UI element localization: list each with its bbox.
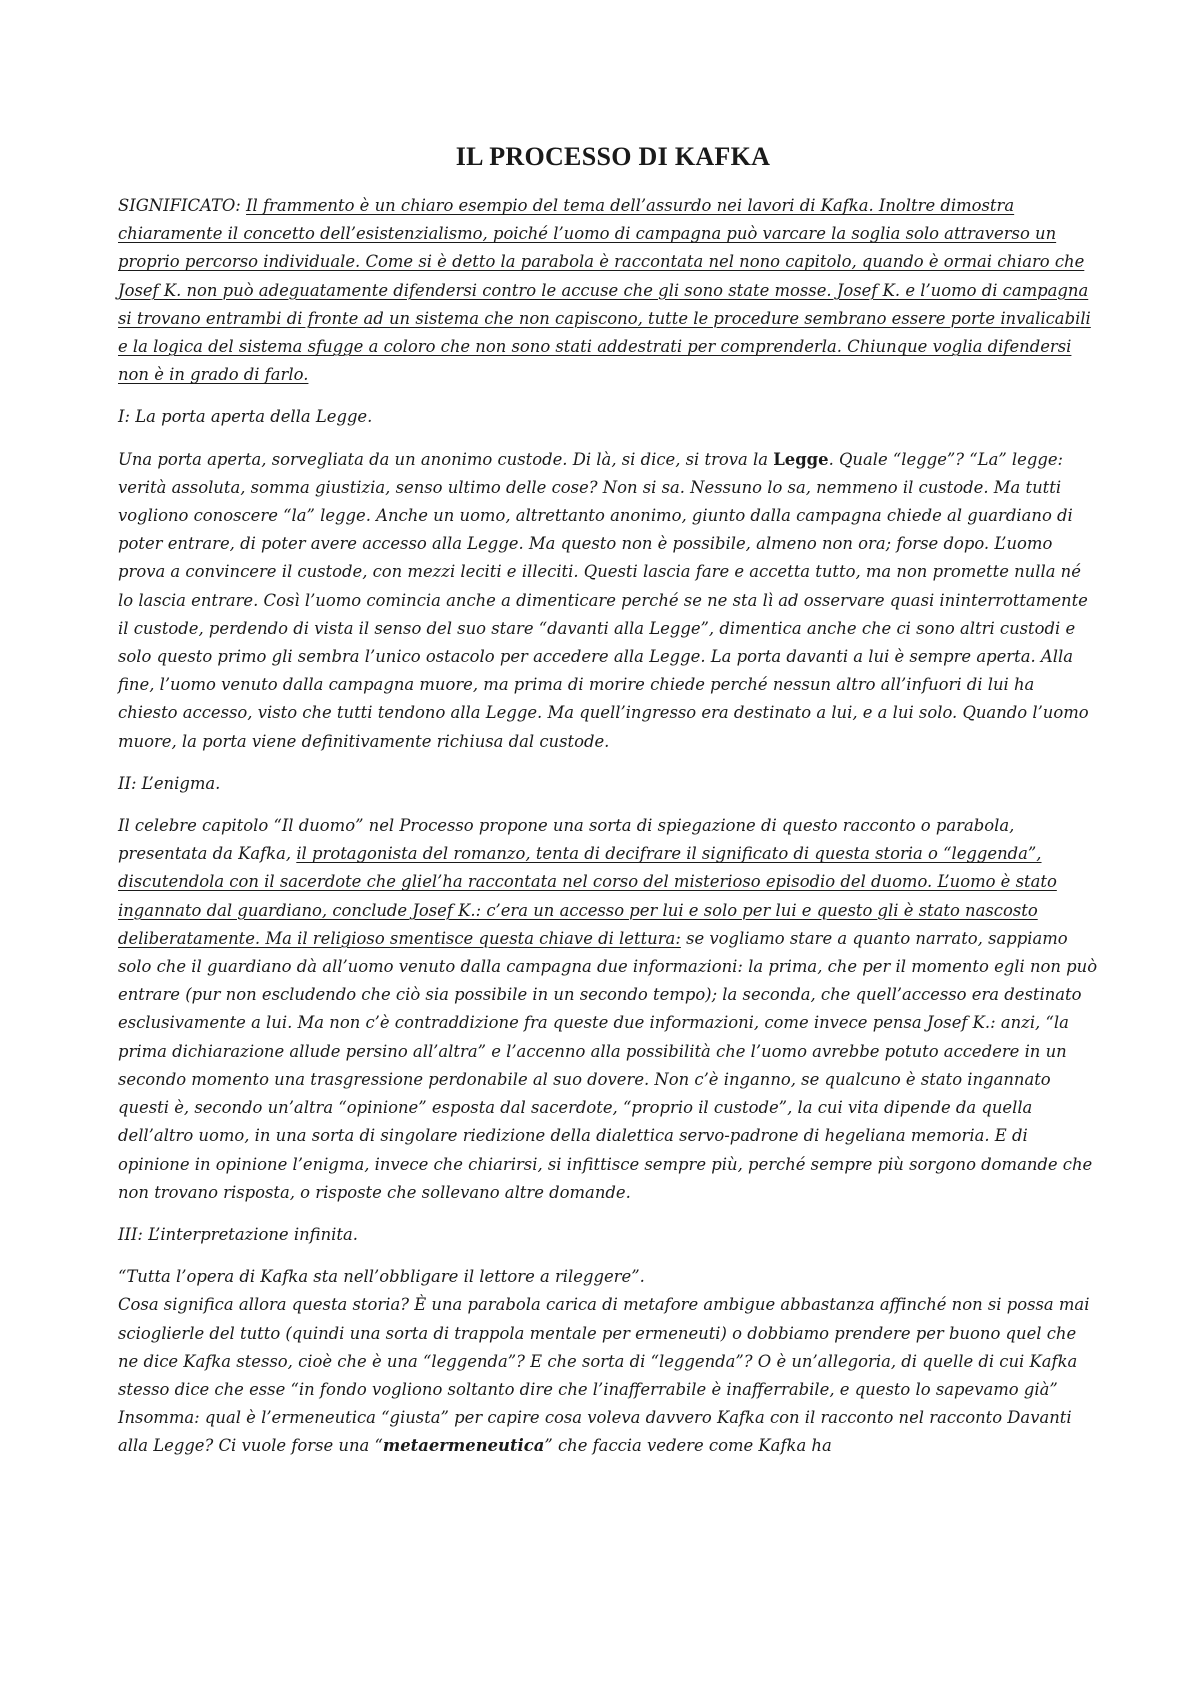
section3-quote-line: “Tutta l’opera di Kafka sta nell’obbligare il lettore a rileggere”. — [118, 1267, 645, 1287]
significato-text: Il frammento è un chiaro esempio del tema dell’assurdo nei lavori di Kafka. Inoltre dimostra chiaramente il concetto dell’esistenzialismo, poiché l’uomo di campagna può varcare la soglia solo attraverso un proprio percorso individuale. Come si è detto la parabola è raccontata nel nono capitolo, quando è ormai chiaro che Josef K. non può adeguatamente difendersi contro le accuse che gli sono state mosse. Josef K. e l’uomo di campagna si trovano entrambi di fronte ad un sistema che non capiscono, tutte le procedure sembrano essere porte invalicabili e la logica del sistema sfugge a coloro che non sono stati addestrati per comprenderla. Chiunque voglia difendersi non è in grado di farlo. — [118, 196, 1091, 385]
section2-paragraph — [118, 812, 1098, 1207]
section3-heading: III: L’interpretazione infinita. — [118, 1224, 358, 1244]
metaermeneutica-bold-word: metaermeneutica — [382, 1436, 545, 1456]
legge-bold-word: Legge — [773, 449, 829, 469]
document-page — [118, 142, 1098, 1475]
section1-text-start: Una porta aperta, sorvegliata da un anonimo custode. Di là, si dice, si trova la — [118, 449, 774, 469]
section3-paragraph — [118, 1263, 1098, 1460]
significato-label: SIGNIFICATO: — [118, 196, 247, 215]
section1-text-end: . Quale “legge”? “La” legge: verità assoluta, somma giustizia, senso ultimo delle cose? Non si sa. Nessuno lo sa, nemmeno il custode. Ma tutti vogliono conoscere “la” legge. Anche un uomo, altrettanto anonimo, giunto dalla campagna chiede al guardiano di poter entrare, di poter avere accesso alla Legge. Ma questo non è possibile, almeno non ora; forse dopo. L’uomo prova a convincere il custode, con mezzi leciti e illeciti. Questi lascia fare e accetta tutto, ma non promette nulla né lo lascia entrare. Così l’uomo comincia anche a dimenticare perché se ne sta lì ad osservare quasi ininterrottamente il custode, perdendo di vista il senso del suo stare “davanti alla Legge”, dimentica anche che ci sono altri custodi e solo questo primo gli sembra l’unico ostacolo per accedere alla Legge. La porta davanti a lui è sempre aperta. Alla fine, l’uomo venuto dalla campagna muore, ma prima di morire chiede perché nessun altro all’infuori di lui ha chiesto accesso, visto che tutti tendono alla Legge. Ma quell’ingresso era destinato a lui, e a lui solo. Quando l’uomo muore, la porta viene definitivamente richiusa dal custode. — [118, 449, 1089, 751]
section3-question-text: Cosa significa allora questa storia? È una parabola carica di metafore ambigue abbastanza affinché non si possa mai scioglierle del tutto (quindi una sorta di trappola mentale per ermeneuti) o dobbiamo prendere per buono quel che ne dice Kafka stesso, cioè che è una “leggenda”? E che sorta di “leggenda”? O è un’allegoria, di quelle di cui Kafka stesso dice che esse “in fondo vogliono soltanto dire che l’inafferrabile è inafferrabile, e questo lo sapevamo già” — [118, 1295, 1090, 1399]
document-title: IL PROCESSO DI KAFKA — [455, 142, 771, 171]
section1-paragraph — [118, 446, 1098, 756]
section3-closing-end: ” che faccia vedere come Kafka ha — [544, 1436, 832, 1456]
section2-heading: II: L’enigma. — [118, 773, 221, 793]
section2-underlined-text: il protagonista del romanzo, tenta di decifrare il significato di questa storia o “leggenda”, discutendola con il sacerdote che gliel’ha raccontata nel corso del misterioso episodio del duomo. L’uomo è stato ingannato dal guardiano, conclude Josef K.: c’era un accesso per lui e solo per lui e questo gli è stato nascosto deliberatamente. Ma il religioso smentisce questa chiave di lettura: — [118, 844, 1057, 948]
section3-closing-start: Insomma: qual è l’ermeneutica “giusta” per capire cosa voleva davvero Kafka con il racconto nel racconto Davanti alla Legge? Ci vuole forse una “ — [118, 1408, 1072, 1456]
section3-closing-text — [118, 1404, 1098, 1460]
section2-text-start: Il celebre capitolo “Il duomo” nel Processo propone una sorta di spiegazione di questo racconto o parabola, presentata da Kafka, — [118, 816, 1015, 864]
significato-paragraph — [118, 192, 1098, 389]
section1-heading: I: La porta aperta della Legge. — [118, 407, 373, 427]
section2-text-end: se vogliamo stare a quanto narrato, sappiamo solo che il guardiano dà all’uomo venuto dalla campagna due informazioni: la prima, che per il momento egli non può entrare (pur non escludendo che ciò sia possibile in un secondo tempo); la seconda, che quell’accesso era destinato esclusivamente a lui. Ma non c’è contraddizione fra queste due informazioni, come invece pensa Josef K.: anzi, “la prima dichiarazione allude persino all’altra” e l’accenno alla possibilità che l’uomo avrebbe potuto accedere in un secondo momento una trasgressione perdonabile al suo dovere. Non c’è inganno, se qualcuno è stato ingannato questi è, secondo un’altra “opinione” esposta dal sacerdote, “proprio il custode”, la cui vita dipende da quella dell’altro uomo, in una sorta di singolare riedizione della dialettica servo-padrone di hegeliana memoria. E di opinione in opinione l’enigma, invece che chiarirsi, si infittisce sempre più, perché sempre più sorgono domande che non trovano risposta, o risposte che sollevano altre domande. — [118, 928, 1098, 1202]
